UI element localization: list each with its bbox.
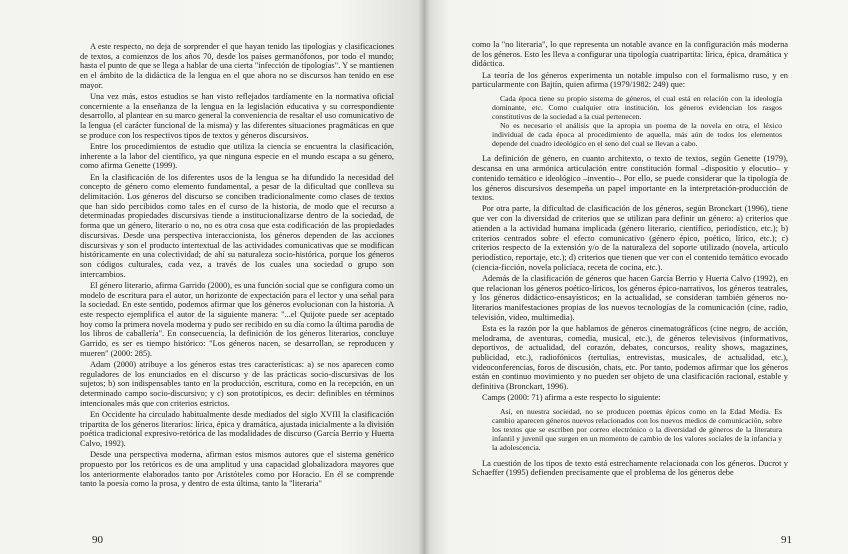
paragraph: A este respecto, no deja de sorprender el que hayan tenido las tipologías y clasificaciones de textos, a comienzos de los años 70, desde los países germanófonos, por todo el mundo; hasta el punto de que se llega a hablar de una cierta "infección de tipologías". Y se mantienen en el ámbito de la didáctica de la lengua en el que ahora no se discursos han tenido en ese mayor. [80, 42, 394, 90]
paragraph: Esta es la razón por la que hablamos de géneros cinematográficos (cine negro, de acción, melodrama, de aventuras, comedia, musical, etc.), de géneros televisivos (informativos, deportivos, de actualidad, del corazón, debates, concursos, reality shows, magazines, publicidad, etc.), radiofónicos (tertulias, entrevistas, musicales, de actualidad, etc.), videoconferencias, foros de discusión, chats, etc. Por tanto, podemos afirmar que los géneros están en continuo movimiento y no pueden ser objeto de una clasificación racional, estable y definitiva (Bronckart, 1996). [472, 323, 788, 392]
paragraph: La cuestión de los tipos de texto está estrechamente relacionada con los géneros. Ducrot y Schaeffer (1995) defienden precisamente que el problema de los géneros debe [472, 458, 788, 478]
quote-paragraph: Así, en nuestra sociedad, no se producen poemas épicos como en la Edad Media. Es cambio aparecen géneros nuevos relacionados con los nuevos medios de comunicación, sobre los textos que se escriben por correo electrónico o la diversidad de géneros de la literatura infantil y juvenil que surgen en un momento de cambio de los valores sociales de la infancia y la adolescencia. [492, 407, 782, 452]
right-page-number: 91 [781, 534, 792, 546]
paragraph: Adam (2000) atribuye a los géneros estas tres características: a) se nos aparecen como reguladores de los enunciados en el discurso y de las prácticas socio-discursivas de los sujetos; b) son indispensables tanto en la producción, escritura, como en la recepción, en un determinado campo socio-discursivo; y c) son prototípicos, es decir: definibles en términos intencionales más que con criterios estrictos. [80, 360, 394, 408]
paragraph: Desde una perspectiva moderna, afirman estos mismos autores que el sistema genérico propuesto por los retóricos es de una amplitud y una capacidad globalizadora mayores que los anteriormente elaborados tanto por Aristóteles como por Horacio. En él se comprende tanto la poesía como la prosa, y dentro de esta última, tanto la "literaria" [80, 450, 394, 489]
paragraph: El género literario, afirma Garrido (2000), es una función social que se configura como un modelo de escritura para el autor, un horizonte de expectación para el lector y una señal para la sociedad. En este sentido, podemos afirmar que los géneros evolucionan con la historia. A este respecto ejemplifica el autor de la siguiente manera: "...el Quijote puede ser aceptado hoy como la primera novela moderna y pudo ser recibido en su día como la última parodia de los libros de caballería". En consecuencia, la definición de los géneros literarios, concluye Garrido, es ser es tiempo histórico: "Los géneros nacen, se desarrollan, se reproducen y mueren" (2000: 285). [80, 280, 394, 358]
book-gutter [418, 0, 430, 554]
block-quote-camps [492, 408, 782, 453]
quote-paragraph: No es necesario el análisis que la apropia un poema de la novela en otra, el léxico individual de cada época al procedimiento de aquella, más aún de todos los elementos depende del cuadro ideológico en el seno del cual se llevan a cabo. [492, 120, 782, 148]
paragraph: como la "no literaria", lo que representa un notable avance en la configuración más moderna de los géneros. Esto les lleva a configurar una tipología cuatripartita: lírica, épica, dramática y didáctica. [472, 40, 788, 69]
right-page-text-column [472, 40, 788, 479]
paragraph: Una vez más, estos estudios se han visto reflejados tardíamente en la normativa oficial concerniente a la enseñanza de la lengua en la legislación educativa y su correspondiente desarrollo, al plantear en su marco general la conveniencia de resaltar el uso comunicativo de la lengua (el carácter funcional de la misma) y las diferentes situaciones pragmáticas en que se produce con los respectivos tipos de textos y géneros discursivos. [80, 92, 394, 140]
paragraph: Por otra parte, la dificultad de clasificación de los géneros, según Bronckart (1996), tiene que ver con la diversidad de criterios que se utilizan para definir un género: a) criterios que atienden a la actividad humana implicada (género literario, científico, periodístico, etc.); b) criterios centrados sobre el efecto comunicativo (género épico, poético, lírico, etc.); c) criterios respecto de la extensión y/o de la naturaleza del soporte utilizado (novela, artículo periodístico, reportaje, etc.); d) criterios que tienen que ver con el contenido temático evocado (ciencia-ficción, novela policíaca, receta de cocina, etc.). [472, 204, 788, 272]
paragraph: La definición de género, en cuanto architexto, o texto de textos, según Genette (1979), descansa en una armónica articulación entre constitución formal –dispositio y elocutio– y contenido temático e ideológico –inventio–. Por ello, se puede considerar que la tipología de los géneros discursivos desempeña un papel importante en la interpretación-producción de textos. [472, 154, 788, 203]
paragraph: En la clasificación de los diferentes usos de la lengua se ha difundido la necesidad del concepto de género como elemento fundamental, a pesar de la dificultad que conlleva su delimitación. Los géneros del discurso se conciben tradicionalmente como clases de textos que han sido percibidos como tales en el curso de la historia, de modo que el recurso a determinadas propiedades discursivas tiende a institucionalizarse dentro de la sociedad, de forma que un género, literario o no, no es otra cosa que esta codificación de las propiedades discursivas. Desde una perspectiva interaccionista, los géneros dependen de las acciones discursivas y son el producto intertextual de las actividades comunicativas que se modifican históricamente en una colectividad; de ahí su naturaleza socio-histórica, porque los géneros son códigos culturales, cada vez, a través de los cuales una sociedad o grupo son intercambios. [80, 172, 394, 279]
paragraph: Entre los procedimientos de estudio que utiliza la ciencia se encuentra la clasificación, inherente a la labor del científico, ya que ninguna especie en el mundo escapa a su género, como afirma Genette (1999). [80, 142, 394, 171]
quote-paragraph: Cada época tiene su propio sistema de géneros, el cual está en relación con la ideología dominante, etc. Como cualquier otra institución, los géneros evidencian los rasgos constitutivos de la sociedad a la cual pertenecen. [492, 94, 782, 121]
paragraph: Además de la clasificación de géneros que hacen García Berrio y Huerta Calvo (1992), en que relacionan los géneros poético-líricos, los géneros épico-narrativos, los géneros teatrales, y los géneros didáctico-ensayísticos; en la actualidad, se consideran también géneros no-literarios manifestaciones propias de los nuevos tecnologías de la comunicación (cine, radio, televisión, video, multimedia). [472, 273, 788, 322]
paragraph: Camps (2000: 71) afirma a este respecto lo siguiente: [482, 393, 661, 403]
right-page [424, 0, 848, 554]
paragraph: En Occidente ha circulado habitualmente desde mediados del siglo XVIII la clasificación tripartita de los géneros literarios: lírica, épica y dramática, ajustada inicialmente a la división poética tradicional expresivo-retórica de las modalidades de discurso (García Berrio y Huerta Calvo, 1992). [80, 410, 394, 449]
paragraph: La teoría de los géneros experimenta un notable impulso con el formalismo ruso, y en particularmente con Bajtín, quien afirma (1979/1982: 249) que: [472, 70, 788, 90]
left-page-text-column [80, 42, 394, 491]
left-page-number: 90 [92, 534, 103, 546]
block-quote-bajtin [492, 95, 782, 148]
